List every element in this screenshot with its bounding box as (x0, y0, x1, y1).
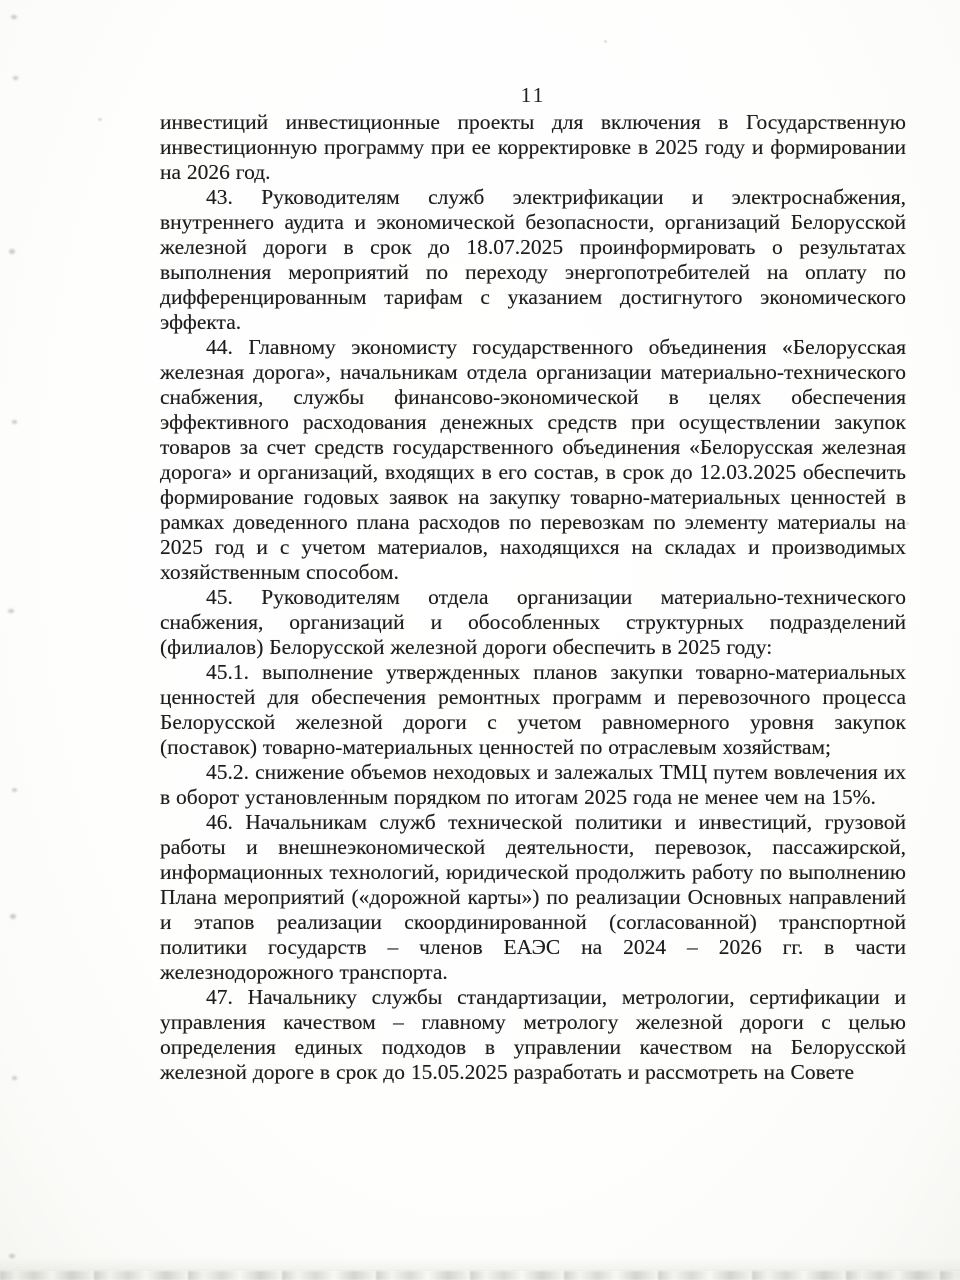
scan-dust (98, 118, 102, 121)
scan-speck (8, 609, 14, 613)
scan-speck (9, 249, 15, 254)
paragraph: 43. Руководителям служб электрификации и электроснабжения, внутреннего аудита и экономической безопасности, организаций Белорусской железной дороги в срок до 18.07.2025 проинформировать о результатах выполнения мероприятий по переходу энергопотребителей на оплату по дифференцированным тарифам с указанием достигнутого экономического эффекта. (160, 185, 906, 334)
scan-speck (13, 76, 18, 80)
scan-speck (12, 788, 17, 792)
scan-speck (12, 1076, 17, 1080)
paragraph: 45. Руководителям отдела организации материально-технического снабжения, организаций и обособленных структурных подразделений (филиалов) Белорусской железной дороги обеспечить в 2025 году: (160, 585, 906, 659)
paragraph: 47. Начальнику службы стандартизации, метрологии, сертификации и управления качеством – главному метрологу железной дороги с целью определения единых подходов в управлении качеством на Белорусской железной дороге в срок до 15.05.2025 разработать и рассмотреть на Совете (160, 985, 906, 1084)
scan-speck (12, 420, 17, 424)
scan-speck (10, 914, 16, 919)
document-body (160, 110, 906, 1085)
paragraph: 45.1. выполнение утвержденных планов закупки товарно-материальных ценностей для обеспечения ремонтных программ и перевозочного процесса Белорусской железной дороги с учетом равномерного уровня закупок (поставок) товарно-материальных ценностей по отраслевым хозяйствам; (160, 660, 906, 759)
scan-bottom-edge-band (0, 1271, 960, 1280)
scan-speck (11, 15, 17, 19)
scan-dust (342, 790, 345, 793)
paragraph: 46. Начальникам служб технической политики и инвестиций, грузовой работы и внешнеэкономической деятельности, перевозок, пассажирской, информационных технологий, юридической продолжить работу по выполнению Плана мероприятий («дорожной карты») по реализации Основных направлений и этапов реализации скоординированной (согласованной) транспортной политики государств – членов ЕАЭС на 2024 – 2026 гг. в части железнодорожного транспорта. (160, 810, 906, 984)
page-number: 11 (520, 83, 546, 107)
paragraph: инвестиций инвестиционные проекты для включения в Государственную инвестиционную программу при ее корректировке в 2025 году и формировании на 2026 год. (160, 110, 906, 184)
paragraph: 45.2. снижение объемов неходовых и залежалых ТМЦ путем вовлечения их в оборот установленным порядком по итогам 2025 года не менее чем на 15%. (160, 760, 906, 809)
scan-bottom-fade (0, 1257, 960, 1271)
scan-dust (906, 522, 909, 525)
paragraph: 44. Главному экономисту государственного объединения «Белорусская железная дорога», начальникам отдела организации материально-технического снабжения, службы финансово-экономической в целях обеспечения эффективного расходования денежных средств при осуществлении закупок товаров за счет средств государственного объединения «Белорусская железная дорога» и организаций, входящих в его состав, в срок до 12.03.2025 обеспечить формирование годовых заявок на закупку товарно-материальных ценностей в рамках доведенного плана расходов по перевозкам по элементу материалы на 2025 год и с учетом материалов, находящихся на складах и производимых хозяйственным способом. (160, 335, 906, 584)
scan-dust (604, 40, 607, 43)
